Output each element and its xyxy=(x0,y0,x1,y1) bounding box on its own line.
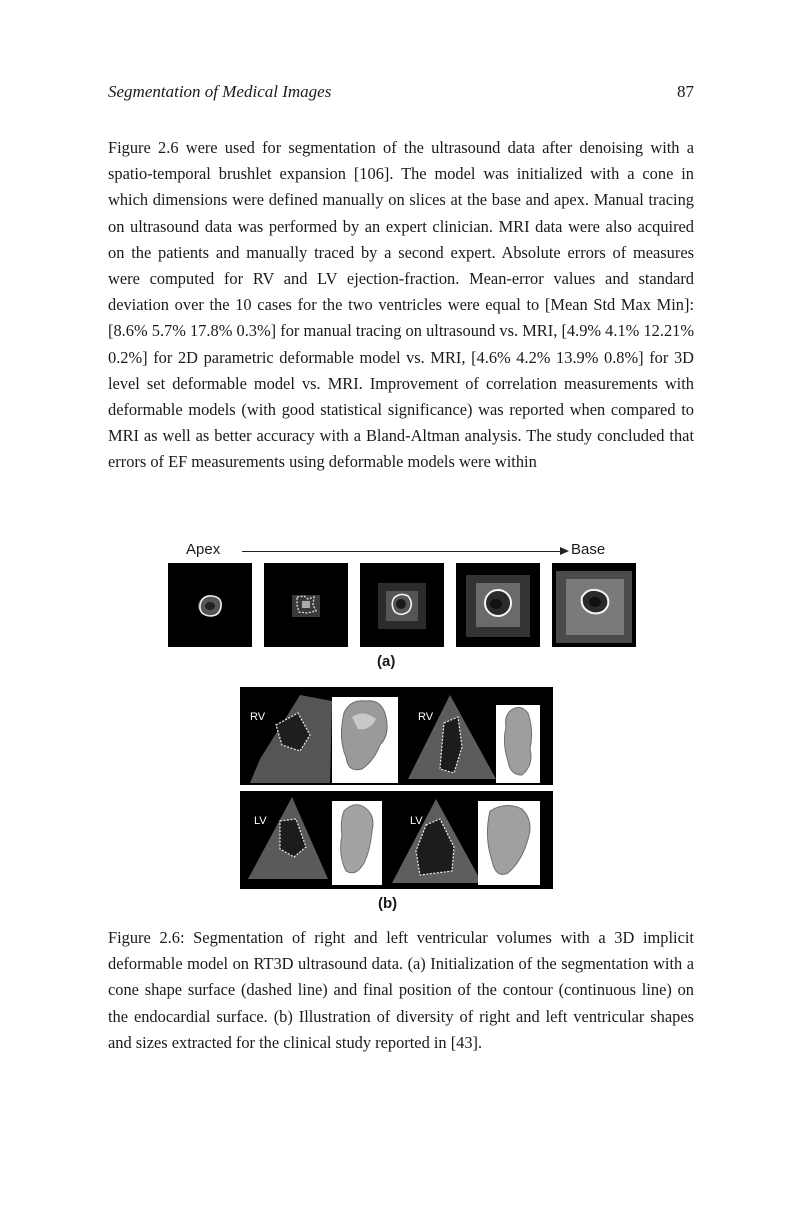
apex-base-arrow-line xyxy=(242,551,562,552)
page-number: 87 xyxy=(677,82,694,101)
body-paragraph: Figure 2.6 were used for segmentation of the ultrasound data after denoising with a spatio-temporal brushlet expansion [106]. The model was initialized with a cone in which dimensions were defined manually on slices at the base and apex. Manual tracing on ultrasound data was performed by an expert clinician. MRI data were also acquired on the patients and manually traced by a second expert. Absolute errors of measures were computed for RV and LV ejection-fraction. Mean-error values and standard deviation over the 10 cases for the two ventricles were equal to [Mean Std Max Min]: [8.6% 5.7% 17.8% 0.3%] for manual tracing on ultrasound vs. MRI, [4.9% 4.1% 12.21% 0.2%] for 2D parametric deformable model vs. MRI, [4.6% 4.2% 13.9% 0.8%] for 3D level set deformable model vs. MRI. Improvement of correlation measurements with deformable models (with good statistical significance) was reported when compared to MRI as well as better accuracy with a Bland-Altman analysis. The study concluded that errors of EF measurements using deformable models were within xyxy=(108,138,694,472)
caption-label: Figure 2.6: xyxy=(108,928,185,947)
apex-label: Apex xyxy=(186,541,221,558)
running-head xyxy=(108,82,694,106)
lv-label-left: LV xyxy=(254,815,267,827)
slice-image-4 xyxy=(456,563,540,647)
slice-image-3 xyxy=(360,563,444,647)
subfigure-a-label: (a) xyxy=(377,653,396,670)
rv-label-right: RV xyxy=(418,711,434,723)
figure-caption xyxy=(108,925,694,1056)
lv-panel xyxy=(240,791,553,889)
rv-label-left: RV xyxy=(250,711,266,723)
running-title: Segmentation of Medical Images xyxy=(108,82,332,101)
rv-panel xyxy=(240,687,553,785)
caption-text: Segmentation of right and left ventricular volumes with a 3D implicit deformable model on RT3D ultrasound data. (a) Initialization of the segmentation with a cone shape surface (dashed line) and final position of the contour (continuous line) on the endocardial surface. (b) Illustration of diversity of right and left ventricular shapes and sizes extracted for the clinical study reported in [43]. xyxy=(108,928,694,1052)
slice-image-1 xyxy=(168,563,252,647)
figure-2-6 xyxy=(0,535,800,920)
lv-label-right: LV xyxy=(410,815,423,827)
base-label: Base xyxy=(571,541,606,558)
subfigure-b-label: (b) xyxy=(378,895,398,912)
arrow-head-icon xyxy=(560,547,569,555)
slice-image-5 xyxy=(552,563,636,647)
slice-image-2 xyxy=(264,563,348,647)
